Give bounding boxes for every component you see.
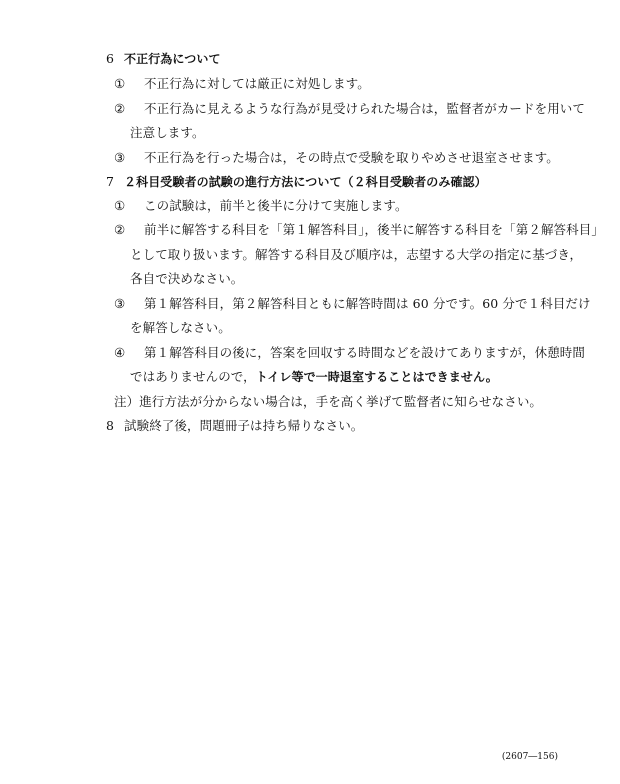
section-7-item-2: ② 前半に解答する科目を「第１解答科目」，後半に解答する科目を「第２解答科目」 — [114, 222, 604, 237]
section-7-item-4-cont: ではありませんので，トイレ等で一時退室することはできません。 — [130, 369, 498, 384]
section-7-note: 注）進行方法が分からない場合は，手を高く挙げて監督者に知らせなさい。 — [114, 394, 543, 409]
section-6-item-2-cont: 注意します。 — [130, 125, 205, 140]
section-6-title: 不正行為について — [124, 52, 221, 66]
section-7-heading — [106, 174, 487, 190]
section-7-item-2-cont-1: として取り扱います。解答する科目及び順序は，志望する大学の指定に基づき， — [130, 247, 583, 262]
page-code: (2607―156) — [501, 752, 558, 762]
section-6-item-2: ② 不正行為に見えるような行為が見受けられた場合は，監督者がカードを用いて — [114, 101, 586, 116]
section-6-heading — [106, 51, 221, 67]
section-7-number: 7 — [106, 174, 115, 189]
section-7-title: ２科目受験者の試験の進行方法について（２科目受験者のみ確認） — [124, 175, 487, 189]
section-6-item-1: ① 不正行為に対しては厳正に対処します。 — [114, 76, 370, 91]
section-7-item-3: ③ 第１解答科目，第２解答科目ともに解答時間は 60 分です。60 分で１科目だけ — [114, 296, 591, 311]
section-8-number: 8 — [106, 418, 115, 433]
section-7-item-2-cont-2: 各自で決めなさい。 — [130, 271, 244, 286]
section-7-item-4: ④ 第１解答科目の後に，答案を回収する時間などを設けてありますが，休憩時間 — [114, 345, 586, 360]
section-6-number: 6 — [106, 51, 115, 66]
section-6-item-3: ③ 不正行為を行った場合は，その時点で受験を取りやめさせ退室させます。 — [114, 150, 559, 165]
section-8-text: 試験終了後，問題冊子は持ち帰りなさい。 — [124, 418, 364, 433]
warning-emphasis: トイレ等で一時退室することはできません。 — [255, 370, 498, 384]
section-8 — [106, 418, 363, 434]
section-7-item-3-cont: を解答しなさい。 — [130, 320, 231, 335]
section-7-item-1: ① この試験は，前半と後半に分けて実施します。 — [114, 198, 408, 213]
